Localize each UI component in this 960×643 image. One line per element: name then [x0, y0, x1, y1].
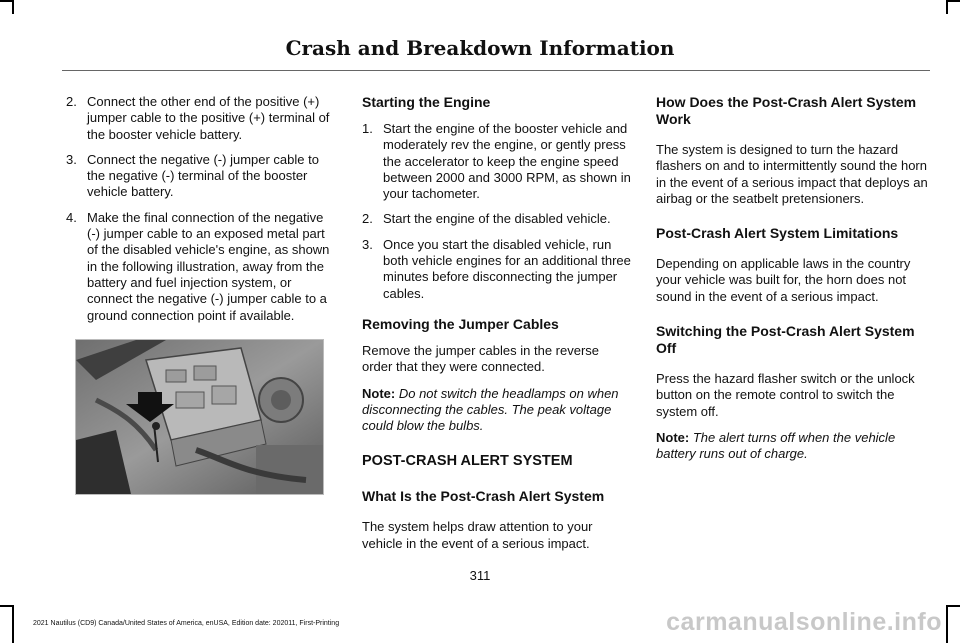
edition-footer: 2021 Nautilus (CD9) Canada/United States of America, enUSA, Edition date: 202011, First-Printing — [33, 620, 340, 627]
left-column — [66, 94, 338, 333]
list-text: Start the engine of the disabled vehicle. — [383, 211, 611, 227]
section-heading: Removing the Jumper Cables — [362, 315, 559, 332]
note-label: Note: — [656, 429, 690, 445]
list-number: 1. — [362, 121, 373, 136]
crop-mark — [946, 605, 960, 607]
list-item — [66, 152, 338, 201]
list-item — [362, 121, 632, 202]
crop-mark — [946, 0, 948, 14]
paragraph: Press the hazard flasher switch or the unlock button on the remote control to switch the system off. — [656, 371, 915, 419]
list-text: Once you start the disabled vehicle, run both vehicle engines for an additional three minutes before disconnecting the jumper cables. — [383, 236, 631, 301]
list-item — [362, 211, 632, 227]
list-number: 2. — [66, 94, 77, 109]
crop-mark — [0, 605, 14, 607]
list-text: Make the final connection of the negative (-) jumper cable to an exposed metal part of the disabled vehicle's engine, as shown in the following illustration, away from the battery and fuel injection system, or connect the negative (-) jumper cable to a ground connection point if available. — [87, 209, 330, 323]
crop-mark — [12, 0, 14, 14]
crop-mark — [12, 607, 14, 643]
section-heading: Post-Crash Alert System Limitations — [656, 225, 899, 242]
list-item — [66, 94, 338, 143]
note-text: The alert turns off when the vehicle battery runs out of charge. — [656, 429, 896, 462]
watermark: carmanualsonline.info — [666, 608, 942, 636]
engine-bay-illustration — [75, 339, 324, 495]
list-number: 2. — [362, 211, 373, 227]
note-text: Do not switch the headlamps on when disconnecting the cables. The peak voltage could blow the bulbs. — [362, 385, 619, 434]
list-item — [362, 237, 632, 302]
paragraph: The system is designed to turn the hazard flashers on and to intermittently sound the horn in the event of a serious impact that deploys an airbag or the seatbelt pretensioners. — [656, 142, 928, 206]
list-text: Connect the negative (-) jumper cable to the negative (-) terminal of the booster vehicle battery. — [87, 151, 319, 200]
page-number: 311 — [469, 568, 491, 583]
note — [656, 430, 928, 463]
engine-bay-photo — [76, 340, 323, 494]
paragraph: Depending on applicable laws in the country your vehicle was built for, the horn does not sound in the event of a serious impact. — [656, 256, 911, 304]
section-heading: Switching the Post-Crash Alert System Off — [656, 323, 915, 357]
note — [362, 386, 632, 435]
paragraph: The system helps draw attention to your vehicle in the event of a serious impact. — [362, 519, 593, 551]
list-item — [66, 210, 338, 324]
header-rule — [62, 70, 930, 71]
middle-column — [362, 94, 632, 562]
crop-mark — [946, 607, 948, 643]
page-header-title: Crash and Breakdown Information — [285, 36, 675, 60]
list-number: 3. — [66, 151, 77, 167]
note-label: Note: — [362, 385, 396, 401]
section-heading: How Does the Post-Crash Alert System Work — [656, 94, 917, 127]
list-text: Connect the other end of the positive (+) jumper cable to the positive (+) terminal of the booster vehicle battery. — [87, 94, 330, 142]
right-column — [656, 94, 928, 473]
chapter-heading: POST-CRASH ALERT SYSTEM — [362, 453, 573, 470]
list-text: Start the engine of the booster vehicle and moderately rev the engine, or gently press the accelerator to keep the engine speed between 2000 and 3000 RPM, as shown in your tachometer. — [383, 121, 631, 202]
paragraph: Remove the jumper cables in the reverse order that they were connected. — [362, 342, 600, 375]
list-number: 4. — [66, 209, 77, 225]
crop-mark — [946, 0, 960, 2]
list-number: 3. — [362, 236, 373, 252]
section-heading: What Is the Post-Crash Alert System — [362, 488, 605, 505]
section-heading: Starting the Engine — [362, 94, 491, 110]
